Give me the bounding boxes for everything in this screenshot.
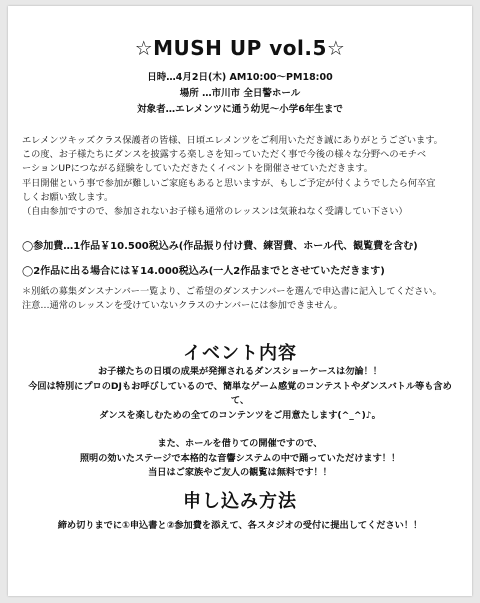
note-line: ＊別紙の募集ダンスナンバー一覧より、ご希望のダンスナンバーを選んで申込書に記入してください。 <box>22 286 442 298</box>
fee-single-work: ◯参加費…1作品￥10.500税込み(作品振り付け費、練習費、ホール代、観覧費を含む) <box>22 241 418 253</box>
application-instructions: 締め切りまでに①申込書と②参加費を添えて、各スタジオの受付に提出してください！！ <box>57 519 423 531</box>
info-venue: 場所 …市川市 全日警ホール <box>179 88 301 99</box>
event-line: お子様たちの日頃の成果が発揮されるダンスショーケースは勿論！！ <box>98 366 382 378</box>
intro-line: ーションUPにつながる経験をしていただきたくイベントを開催させていただきます。 <box>22 163 373 175</box>
intro-paragraph <box>22 134 458 219</box>
application-heading: 申し込み方法 <box>183 490 297 512</box>
event-line: 今回は特別にプロのDJもお呼びしているので、簡単なゲーム感覚のコンテストやダンスバトル等も含めて、 <box>28 380 452 407</box>
info-target: 対象者…エレメンツに通う幼児～小学6年生まで <box>137 104 343 115</box>
intro-line: エレメンツキッズクラス保護者の皆様、日頃エレメンツをご利用いただき誠にありがとうございます。 <box>22 135 443 146</box>
event-line: 照明の効いたステージで本格的な音響システムの中で踊っていただけます！！ <box>79 452 401 464</box>
intro-line: しくお願い致します。 <box>22 191 114 203</box>
event-content-heading: イベント内容 <box>183 343 297 365</box>
notes <box>22 285 458 313</box>
note-line: 注意…通常のレッスンを受けていないクラスのナンバーには参加できません。 <box>22 300 343 312</box>
event-line: 当日はご家族やご友人の観覧は無料です！！ <box>148 467 332 479</box>
event-line: また、ホールを借りての開催ですので、 <box>157 438 323 450</box>
event-line: ダンスを楽しむための全てのコンテンツをご用意たします(^_^)♪。 <box>99 409 381 421</box>
info-datetime: 日時…4月2日(木) AM10:00～PM18:00 <box>147 72 333 83</box>
intro-line: 平日開催という事で参加が難しいご家庭もあると思いますが、もしご予定が付くようでしたら何卒宜 <box>22 177 436 189</box>
event-info <box>22 70 458 118</box>
intro-line: （自由参加ですので、参加されないお子様も通常のレッスンは気兼ねなく受講してい下さい） <box>22 206 408 218</box>
intro-line: この度、お子様たちにダンスを披露する楽しさを知っていただく事で今後の様々な分野へのモチベ <box>22 149 427 161</box>
event-title: ☆MUSH UP vol.5☆ <box>134 36 346 60</box>
flyer-page <box>8 6 472 596</box>
fee-two-works: ◯2作品に出る場合には￥14.000税込み(一人2作品までとさせていただきます) <box>22 266 385 278</box>
event-description <box>22 365 458 481</box>
